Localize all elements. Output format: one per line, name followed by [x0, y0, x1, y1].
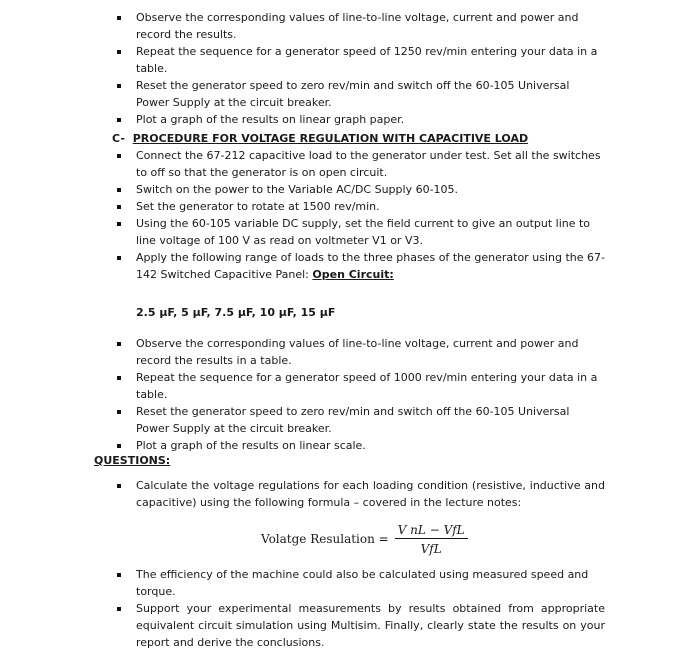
list-item	[0, 111, 700, 128]
open-circuit-label: Open Circuit:	[312, 268, 394, 281]
bullet-icon	[117, 573, 121, 577]
formula-denominator: VfL	[420, 541, 442, 556]
list-item-text: Support your experimental measurements by results obtained from appropriate equivalent circuit simulation using Multisim. Finally, clearly state the results on your report and derive the conclusions.	[136, 602, 605, 649]
bullet-icon	[117, 205, 121, 209]
list-item	[0, 369, 700, 403]
formula-label: Volatge Resulation =	[261, 531, 389, 546]
list-item	[0, 477, 700, 511]
section-c-after-steps	[0, 335, 700, 454]
bullet-icon	[117, 154, 121, 158]
bullet-icon	[117, 342, 121, 346]
section-prefix: C-	[112, 132, 125, 145]
list-item-text: Using the 60-105 variable DC supply, set the field current to give an output line to line voltage of 100 V as read on voltmeter V1 or V3.	[136, 217, 591, 247]
bullet-icon	[117, 16, 121, 20]
section-c-heading	[112, 130, 528, 147]
capacitance-values: 2.5 μF, 5 μF, 7.5 μF, 10 μF, 15 μF	[136, 306, 336, 319]
bullet-icon	[117, 84, 121, 88]
list-item	[0, 403, 700, 437]
list-item-text: Observe the corresponding values of line-to-line voltage, current and power and record the results in a table.	[136, 337, 579, 367]
list-item-text: Observe the corresponding values of line-to-line voltage, current and power and record the results.	[136, 11, 579, 41]
questions-list-1	[0, 477, 700, 511]
bullet-icon	[117, 118, 121, 122]
voltage-regulation-formula	[261, 519, 468, 559]
bullet-icon	[117, 222, 121, 226]
list-item	[0, 9, 700, 43]
formula-numerator: V nL − VfL	[397, 522, 465, 537]
list-item-text: Repeat the sequence for a generator speed of 1000 rev/min entering your data in a table.	[136, 371, 598, 401]
list-item-text: Repeat the sequence for a generator speed of 1250 rev/min entering your data in a table.	[136, 45, 598, 75]
bullet-icon	[117, 444, 121, 448]
list-item-text: Calculate the voltage regulations for each loading condition (resistive, inductive and capacitive) using the following formula – covered in the lecture notes:	[136, 479, 605, 509]
list-item	[0, 43, 700, 77]
bullet-icon	[117, 376, 121, 380]
bullet-icon	[117, 484, 121, 488]
list-item	[0, 181, 700, 198]
list-item	[0, 249, 700, 283]
list-item-text: Connect the 67-212 capacitive load to the generator under test. Set all the switches to off so that the generator is on open circuit.	[136, 149, 601, 179]
list-item-text: Plot a graph of the results on linear scale.	[136, 439, 366, 452]
list-item	[0, 335, 700, 369]
questions-list-2	[0, 566, 700, 651]
list-item	[0, 215, 700, 249]
formula-fraction	[395, 522, 468, 557]
section-title: PROCEDURE FOR VOLTAGE REGULATION WITH CAPACITIVE LOAD	[132, 132, 529, 145]
top-bullet-list	[0, 9, 700, 128]
bullet-icon	[117, 256, 121, 260]
list-item	[0, 77, 700, 111]
list-item-text: Apply the following range of loads to the three phases of the generator using the 67-142 Switched Capacitive Panel:	[136, 251, 605, 281]
list-item	[0, 566, 700, 600]
list-item	[0, 198, 700, 215]
bullet-icon	[117, 607, 121, 611]
list-item-text: The efficiency of the machine could also be calculated using measured speed and torque.	[136, 568, 589, 598]
list-item-text: Switch on the power to the Variable AC/DC Supply 60-105.	[136, 183, 459, 196]
list-item-text: Reset the generator speed to zero rev/min and switch off the 60-105 Universal Power Supply at the circuit breaker.	[136, 79, 570, 109]
bullet-icon	[117, 50, 121, 54]
list-item-text: Set the generator to rotate at 1500 rev/min.	[136, 200, 380, 213]
questions-heading: QUESTIONS:	[94, 454, 171, 467]
list-item-text: Reset the generator speed to zero rev/min and switch off the 60-105 Universal Power Supply at the circuit breaker.	[136, 405, 570, 435]
section-c-steps	[0, 147, 700, 283]
list-item	[0, 600, 700, 651]
list-item-text: Plot a graph of the results on linear graph paper.	[136, 113, 405, 126]
bullet-icon	[117, 410, 121, 414]
list-item	[0, 147, 700, 181]
bullet-icon	[117, 188, 121, 192]
